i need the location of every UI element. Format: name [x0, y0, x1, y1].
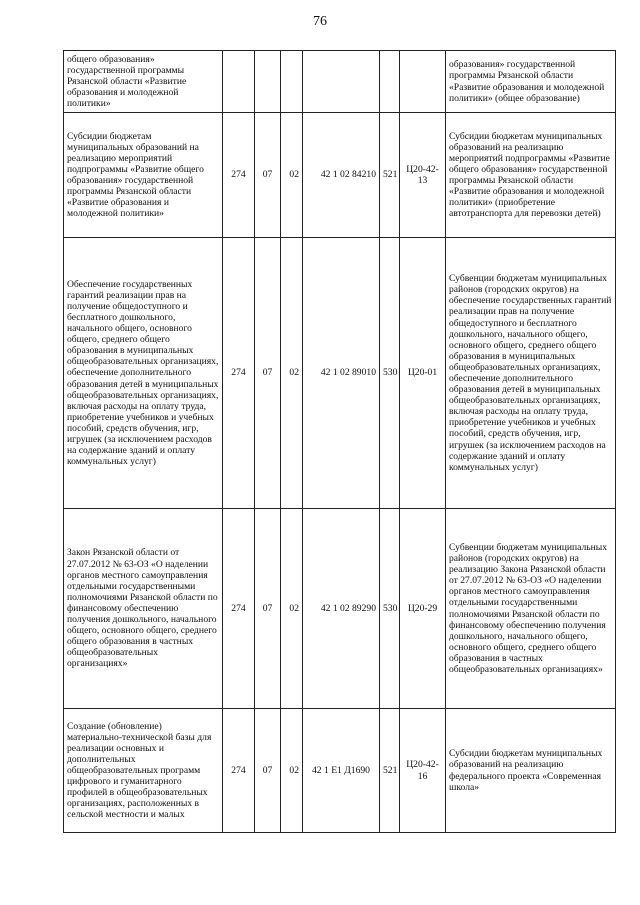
row-pr: 02: [281, 509, 303, 709]
table-row: [64, 509, 616, 709]
row-code: Ц20-01: [400, 238, 446, 509]
row-vr: [380, 51, 400, 113]
row-pr: 02: [281, 238, 303, 509]
row-vr: 521: [380, 113, 400, 238]
table-row: [64, 113, 616, 238]
row-description: общего образования» государственной программы Рязанской области «Развитие образования и молодежной политики»: [64, 51, 223, 113]
row-vr: 530: [380, 509, 400, 709]
row-purpose: Субсидии бюджетам муниципальных образований на реализацию федерального проекта «Современная школа»: [446, 709, 616, 833]
row-purpose: Субвенции бюджетам муниципальных районов (городских округов) на реализацию Закона Рязанской области от 27.07.2012 № 63-ОЗ «О наделении органов местного самоуправления отдельными государственными полномочиями Рязанской области по финансовому обеспечению получения дошкольного, начального общего, основного общего, среднего общего образования в частных общеобразовательных организациях»: [446, 509, 616, 709]
table-row: [64, 51, 616, 113]
row-code: Ц20-42-13: [400, 113, 446, 238]
row-code: Ц20-29: [400, 509, 446, 709]
row-pr: [281, 51, 303, 113]
row-csr: [303, 51, 380, 113]
row-csr: 42 1 Е1 Д1690: [303, 709, 380, 833]
row-purpose: Субсидии бюджетам муниципальных образований на реализацию мероприятий подпрограммы «Развитие общего образования» государственной программы Рязанской области «Развитие образования и молодежной политики» (приобретение автотранспорта для перевозки детей): [446, 113, 616, 238]
row-grbs: 274: [223, 113, 255, 238]
row-rz: [255, 51, 281, 113]
row-csr: 42 1 02 89010: [303, 238, 380, 509]
row-description: Обеспечение государственных гарантий реализации прав на получение общедоступного и бесплатного дошкольного, начального общего, основного общего, среднего общего образования в муниципальных общеобразовательных организациях, обеспечение дополнительного образования детей в муниципальных общеобразовательных организациях, включая расходы на оплату труда, приобретение учебников и учебных пособий, средств обучения, игр, игрушек (за исключением расходов на содержание зданий и оплату коммунальных услуг): [64, 238, 223, 509]
row-rz: 07: [255, 709, 281, 833]
row-csr: 42 1 02 84210: [303, 113, 380, 238]
budget-table: [63, 50, 616, 833]
row-rz: 07: [255, 113, 281, 238]
row-description: Создание (обновление) материально-технической базы для реализации основных и дополнительных общеобразовательных программ цифрового и гуманитарного профилей в общеобразовательных организациях, расположенных в сельской местности и малых: [64, 709, 223, 833]
table-row: [64, 238, 616, 509]
row-rz: 07: [255, 509, 281, 709]
row-purpose: Субвенции бюджетам муниципальных районов (городских округов) на обеспечение государственных гарантий реализации прав на получение общедоступного и бесплатного дошкольного, начального общего, основного общего, среднего общего образования в муниципальных общеобразовательных организациях, обеспечение дополнительного образования детей в муниципальных общеобразовательных организациях, включая расходы на оплату труда, приобретение учебников и учебных пособий, средств обучения, игр, игрушек (за исключением расходов на содержание зданий и оплату коммунальных услуг): [446, 238, 616, 509]
row-csr: 42 1 02 89290: [303, 509, 380, 709]
row-grbs: [223, 51, 255, 113]
row-description: Закон Рязанской области от 27.07.2012 № 63-ОЗ «О наделении органов местного самоуправления отдельными государственными полномочиями Рязанской области по финансовому обеспечению получения дошкольного, начального общего, основного общего, среднего общего образования в частных общеобразовательных организациях»: [64, 509, 223, 709]
table-row: [64, 709, 616, 833]
row-code: [400, 51, 446, 113]
row-code: Ц20-42-16: [400, 709, 446, 833]
row-grbs: 274: [223, 709, 255, 833]
row-pr: 02: [281, 709, 303, 833]
row-purpose: образования» государственной программы Рязанской области «Развитие образования и молодежной политики» (общее образование): [446, 51, 616, 113]
row-grbs: 274: [223, 509, 255, 709]
row-vr: 521: [380, 709, 400, 833]
row-pr: 02: [281, 113, 303, 238]
page-number: 76: [313, 14, 327, 29]
row-description: Субсидии бюджетам муниципальных образований на реализацию мероприятий подпрограммы «Развитие общего образования» государственной программы Рязанской области «Развитие образования и молодежной политики»: [64, 113, 223, 238]
row-grbs: 274: [223, 238, 255, 509]
row-rz: 07: [255, 238, 281, 509]
row-vr: 530: [380, 238, 400, 509]
